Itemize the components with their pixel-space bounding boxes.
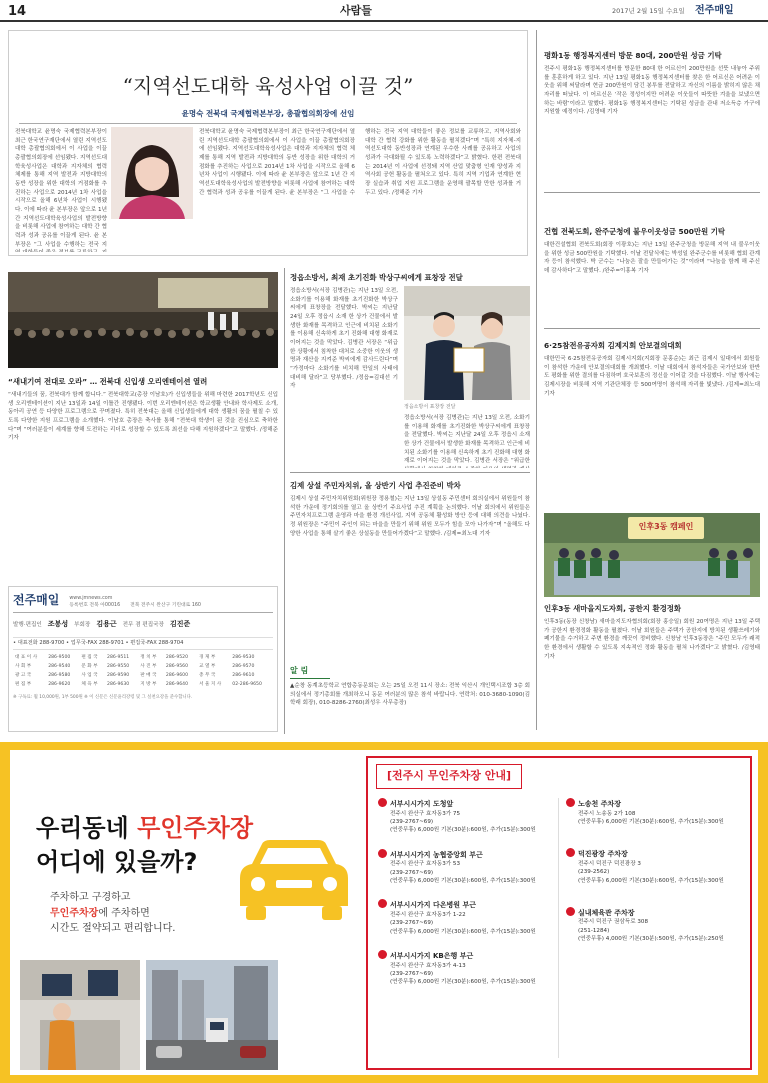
article-body: “새내기들의 꿈, 전북대가 함께 합니다.” 전북대학교(총장 이남호)가 신입생들을 위해 마련한 2017학년도 신입생 오리엔테이션이 지난 13일과 14일 이틀간 진행됐다. 이번 오리엔테이션은 학교생활 안내와 학사제도 소개, 동아리 공연 등 다양한 프로그램으로 꾸며졌다. 특히 전북대는 올해 신입생들에게 대학 생활의 꿈을 펼칠 수 있도록 다양한 지원 프로그램을 소개했다. 이남호 총장은 축사를 통해 “전북대 학생이 된 것을 진심으로 축하한다”며 “여러분들이 세계를 향해 도전하는 리더로 성장할 수 있도록 최선을 다해 지원하겠다”고 말했다. /정해준 기자	[8, 392, 278, 442]
guide-title: [전주시 무인주차장 안내]	[376, 764, 522, 789]
divider	[544, 192, 760, 193]
contact-cell: 286-9590	[107, 673, 130, 679]
article-body: 대한민국 6·25참전유공자회 김제시지회(지회장 문홍순)는 최근 김제시 일대에서 회원들이 참석한 가운데 안보결의대회를 개최했다. 이날 대회에서 참석자들은 국가안보와 한반도 평화를 위한 결의를 다짐하며 호국보훈의 정신을 이어갈 것을 다짐했다. 이날 행사에는 김제시장을 비롯해 지역 기관단체장 등 500여명이 참석해 자리를 빛냈다. /김제=최노대 기자	[544, 356, 760, 397]
masthead-footer: ※ 구독료: 월 10,000원, 1부 500원 ※ 이 신문은 신문윤리강령 및 그 실천요강을 준수합니다.	[13, 694, 193, 700]
contact-cell: 판 매 국	[140, 673, 157, 679]
publisher-label: 발행·편집인	[13, 622, 42, 628]
parking-lot-illustration	[146, 960, 278, 1070]
masthead-name: 전주매일	[13, 593, 60, 607]
parking-lot-tel: (251-1284)	[578, 927, 610, 934]
ad-subtext	[50, 890, 175, 937]
ad-heading-line1	[36, 810, 253, 846]
parking-lot-item	[378, 798, 578, 835]
kiosk-photo	[20, 960, 140, 1070]
paper-name: 전주매일	[695, 5, 734, 16]
car-icon	[232, 836, 356, 946]
article-title: 김제 상설 주민자치위, 올 상반기 사업 추진준비 박차	[290, 481, 461, 490]
divider	[290, 472, 530, 473]
contact-cell: 286-9580	[48, 673, 71, 679]
article-gimje-committee	[290, 480, 530, 635]
feature-article	[8, 30, 528, 256]
parking-list-right	[566, 798, 746, 966]
location-pin-icon	[378, 899, 387, 908]
parking-lot-item	[378, 899, 578, 936]
ad-sub1: 주차하고 구경하고	[50, 892, 131, 903]
contact-cell: 286-9511	[107, 655, 130, 661]
notice-body: ▲순창 동계초등학교 연합총동문회는 오는 25일 오전 11시 장소: 전북 익산시 개인택시조합 3층 회의실에서 정기총회를 개최하오니 동문 여러분의 많은 참석 바랍니다. 연락처: 010-3680-1090(김학래 회장), 010-8286-2760(최성우 사무총장)	[290, 683, 530, 707]
parking-lot-fee: (연중무휴) 6,000원 기본(30분):600원, 추가(15분):300원	[390, 827, 536, 834]
parking-lot-fee: (연중무휴) 6,000원 기본(30분):600원, 추가(15분):300원	[390, 928, 536, 935]
contact-cell: 지 방 부	[140, 681, 157, 687]
location-pin-icon	[566, 848, 575, 857]
parking-lot-tel: (239-2767~69)	[390, 970, 434, 977]
ad-heading-line2: 어디에 있을까?	[36, 848, 198, 876]
masthead-url[interactable]: www.jmnews.com	[69, 595, 113, 601]
section-title: 사람들	[340, 4, 372, 17]
contact-cell: 286-9570	[232, 664, 255, 670]
issue-date: 2017년 2월 15일 수요일	[612, 7, 685, 15]
notice-box	[290, 665, 530, 734]
article-title: 건협 전북도회, 완주군청에 불우이웃성금 500만원 기탁	[544, 227, 726, 236]
list-divider	[558, 798, 559, 1058]
contact-cell: 편 집 부	[15, 681, 32, 687]
article-pyeonghwa	[544, 50, 760, 173]
contact-cell: 편 집 국	[81, 655, 98, 661]
parking-ad-panel	[10, 750, 758, 1075]
article-title: 6·25참전유공자회 김제지회 안보결의대회	[544, 341, 682, 350]
article-body: 전주시 평화1동 행정복지센터를 방문한 80대 한 어르신이 200만원을 선뜻 내놓아 주위를 훈훈하게 하고 있다. 지난 13일 평화1동 행정복지센터를 찾은 한 어르신은 어려운 이웃을 위해 써달라며 현금 200만원이 담긴 봉투를 전달하고 자신의 이름을 밝히지 않은 채 자리를 떠났다. 이 어르신은 ‘작은 정성이지만 어려운 이웃들이 따뜻한 겨울을 보냈으면 하는 바람’이라고 말했다. 평화1동 행정복지센터는 기탁된 성금을 관내 저소득층 가구에 지원할 예정이다. /김영태 기자	[544, 66, 760, 116]
parking-lot-name: 서부시시가지 다온병원 부근	[378, 899, 578, 911]
parking-lot-name: 서부시시가지 KB은행 부근	[378, 950, 578, 962]
contact-cell: 서 울 지 사	[199, 681, 222, 687]
contact-cell: 정 치 부	[140, 655, 157, 661]
article-title: 평화1동 행정복지센터 방문 80대, 200만원 성금 기탁	[544, 51, 722, 60]
article-body: 정읍소방서(서장 김병관)는 지난 13일 오전, 소화기를 이용해 화재를 초기진화한 박상구씨에게 표창장을 전달했다. 박씨는 지난달 24일 오후 정읍시 소재 한 상가 건물에서 발생한 화재를 목격하고 인근에 비치된 소화기를 이용해 신속하게 초기 진화해 대형 화재로 이어지는 것을 막았다. 김병관 서장은 “위급한 상황에서 침착한 대처로 소중한 이웃의 생명과 재산을 지켜준 박씨에게 감사드린다”며 “가정마다 소화기를 비치해 만일의 사태에 대비해 달라”고 당부했다. /정읍=김대선 기자	[290, 288, 398, 390]
contact-cell: 286-9550	[107, 664, 130, 670]
article-orientation	[8, 376, 278, 569]
contact-cell: 교 열 부	[199, 664, 216, 670]
contact-cell: 286-9540	[48, 664, 71, 670]
contact-cell: 사 진 부	[140, 664, 157, 670]
contact-cell: 총 무 국	[199, 673, 216, 679]
exec-label: 전무 겸 편집국장	[122, 622, 164, 628]
parking-list-left	[378, 798, 578, 1001]
article-gimje-veterans	[544, 340, 760, 467]
parking-lot-name: 덕진광장 주차장	[566, 848, 746, 860]
parking-lot-addr: 전주시 완산구 효자동3가 4-13	[390, 962, 466, 969]
parking-lot-addr: 전주시 완산구 효자동3가 75	[390, 810, 461, 817]
contact-cell: 286-9640	[165, 681, 189, 687]
phone-line: • 대표전화 288-9700 • 업무국-FAX 288-9701 • 편집국-FAX 288-9704	[13, 637, 273, 651]
contact-cell: 286-9600	[165, 673, 189, 679]
divider	[19, 123, 517, 124]
contact-cell: 경 제 부	[199, 655, 216, 661]
contact-cell: 사 회 부	[15, 664, 32, 670]
contact-cell: 광 고 국	[15, 673, 32, 679]
article-title: 인후3동 새마을지도자회, 공한지 환경정화	[544, 604, 682, 613]
cleanup-photo	[544, 513, 760, 597]
feature-body-col2: 전북대학교 윤명숙 국제협력본부장이 최근 한국연구재단에서 열린 지역선도대학 총괄협의회에서 이 사업을 이끌 총괄협의회장에 선임됐다. 지역선도대학육성사업은 대학과 지자체의 협력 체제를 통해 지역 발전과 지방대학의 동반 성장을 위한 대학의 거점화를 추진하는 사업으로 2014년 1차 사업을 시작으로 올해 6년차 사업이 시행됐다. 이에 따라 윤 본부장은 앞으로 1년 간 지역선도대학육성사업의 발전방향을 비롯해 사업에 참여하는 대학 간 협력과 성과 공유를 이끌게 된다. 윤 본부장은 “그 사업을 수행하는 전국 지역 대학들이 좋은 정보를 교류하고, 지역사회와 대학 간 협력 강화를 위한 활동을 펼치겠다”며 “특히 지자체-지역선도대학 동반성장과 연계된 우수한 사례를 공유하고 사업의 성과가 극대화될 수 있도록 노력하겠다”고 밝혔다. 한편 전북대는 2014년 이 사업에 선정돼 지역 산업 맞춤형 인재 양성과 지역사회 공헌 활동을 펼쳐오고 있다. 특히 지역 기업과 연계한 현장 실습과 취업 지원 프로그램을 운영해 괄목할 만한 성과를 거두고 있다. /정해준 기자	[199, 129, 521, 196]
chief-name: 김용근	[96, 620, 117, 628]
ad-sub2-highlight: 무인주차장	[50, 907, 99, 919]
ad-heading-a: 우리동네	[36, 814, 138, 842]
column-divider	[284, 268, 285, 734]
parking-guide-box	[366, 756, 752, 1070]
parking-lot-tel: (239-2767~69)	[390, 869, 434, 876]
contact-cell: 286-9630	[107, 681, 130, 687]
parking-lot-fee: (연중무휴) 4,000원 기본(30분):500원, 추가(15분):250원	[578, 936, 724, 943]
parking-lot-tel: (239-2562)	[578, 869, 610, 876]
contact-cell: 02-286-9650	[232, 681, 262, 687]
publisher-name: 조봉성	[47, 620, 69, 628]
article-title: 정읍소방서, 최재 초기진화 박상구씨에게 표창장 전달	[290, 273, 463, 282]
parking-lot-item	[378, 849, 578, 886]
location-pin-icon	[378, 798, 387, 807]
notice-title: 알 림	[290, 665, 330, 679]
masthead-reg: 등록번호 전북 아00016	[69, 602, 121, 608]
parking-lot-addr: 전주시 완산구 효자동3가 1-22	[390, 911, 466, 918]
article-body: 대한건설협회 전북도회(회장 이광호)는 지난 13일 완주군청을 방문해 지역 내 불우이웃을 위한 성금 500만원을 기탁했다. 이날 전달식에는 박성일 완주군수를 비롯해 협회 관계자 등이 참석했다. 박 군수는 “나눔은 잘을 만들어가는 것”이라며 “나눔을 함께 해 주신 데 감사하다”고 말했다. /완주=이홍복 기자	[544, 242, 760, 275]
parking-lot-addr: 전주시 완산구 효자동3가 53	[390, 861, 461, 868]
ad-heading-highlight: 무인주차장	[137, 814, 254, 842]
column-divider	[536, 30, 537, 730]
article-body: 김제시 상설 주민자치위원회(위원장 정용철)는 지난 13일 상설동 주민센터 회의실에서 위원들이 참석한 가운데 정기회의를 열고 올 상반기 주요사업 추진 계획을 논의했다. 이날 회의에서 위원들은 주민자치프로그램 운영과 마을 환경 개선사업, 지역 공동체 활성화 방안 등에 대해 의견을 나눴다. 정 위원장은 “주민이 주인이 되는 마을을 만들기 위해 위원 모두가 힘을 모아 나가자”며 “올해도 다양한 사업을 통해 살기 좋은 상설동을 만들어가겠다”고 말했다. /김제=최노대 기자	[290, 496, 530, 537]
orientation-photo	[8, 272, 278, 368]
location-pin-icon	[378, 849, 387, 858]
contact-cell: 체 육 부	[81, 681, 98, 687]
page-header	[0, 0, 768, 22]
portrait-illustration	[111, 127, 193, 219]
contact-cell: 286-9610	[232, 673, 255, 679]
location-pin-icon	[566, 907, 575, 916]
contact-cell: 사 업 국	[81, 673, 98, 679]
parking-lot-name: 서부시시가지 농협중앙회 부근	[378, 849, 578, 861]
exec-name: 김진준	[170, 620, 191, 628]
parking-lot-name: 노송천 주차장	[566, 798, 746, 810]
contact-cell: 286-9530	[232, 655, 255, 661]
ad-sub2-rest: 에 주차하면	[98, 907, 150, 919]
feature-body-col1: 전북대학교 윤명숙 국제협력본부장이 최근 한국연구재단에서 열린 지역선도대학 총괄협의회에서 이 사업을 이끌 총괄협의회장에 선임됐다. 지역선도대학육성사업은 대학과 지자체의 협력 체제를 통해 지역 발전과 지방대학의 동반 성장을 위한 대학의 거점화를 추진하는 사업으로 2014년 1차 사업을 시작으로 올해 6년차 사업이 시행됐다. 이에 따라 윤 본부장은 앞으로 1년 간 지역선도대학육성사업의 발전방향을 비롯해 사업에 참여하는 대학 간 협력과 성과 공유를 이끌게 된다. 윤 본부장은 “그 사업을 수행하는 전국 지	[15, 129, 107, 248]
location-pin-icon	[566, 798, 575, 807]
contact-row	[13, 672, 273, 681]
masthead-addr: 전북 전주시 완산구 기린대로 160	[130, 602, 201, 608]
kiosk-illustration	[20, 960, 140, 1070]
article-inhu	[544, 603, 760, 730]
parking-lot-tel: (239-2767~69)	[390, 818, 434, 825]
article-geonhyeop	[544, 226, 760, 313]
parking-lot-item	[378, 950, 578, 987]
article-body-cont: 정읍소방서(서장 김병관)는 지난 13일 오전, 소화기를 이용해 화재를 초기진화한 박상구씨에게 표창장을 전달했다. 박씨는 지난달 24일 오후 정읍시 소재 한 상가 건물에서 발생한 화재를 목격하고 인근에 비치된 소화기를 이용해 신속하게 초기 진화해 대형 화재로 이어지는 것을 막았다. 김병관 서장은 “위급한	[404, 415, 530, 465]
contact-table	[13, 654, 273, 690]
feature-subtitle: 윤명숙 전북대 국제협력본부장, 총괄협의회장에 선임	[181, 109, 355, 118]
parking-lot-tel: (239-2767~69)	[390, 920, 434, 927]
location-pin-icon	[378, 950, 387, 959]
contact-cell: 대 표 이 사	[15, 655, 38, 661]
award-photo-illustration	[404, 286, 530, 400]
masthead-box	[8, 586, 278, 732]
parking-lot-fee: (연중무휴) 6,000원 기본(30분):600원, 추가(15분):300원	[390, 877, 536, 884]
parking-lot-fee: (연중무휴) 6,000원 기본(30분):600원, 추가(15분):300원	[578, 818, 724, 825]
page-number: 14	[8, 4, 27, 19]
parking-lot-fee: (연중무휴) 6,000원 기본(30분):600원, 추가(15분):300원	[578, 877, 724, 884]
contact-cell: 286-9560	[165, 664, 189, 670]
portrait-photo	[111, 127, 193, 219]
parking-lot-name: 실내체육관 주차장	[566, 907, 746, 919]
feature-title: “지역선도대학 육성사업 이끌 것”	[122, 74, 414, 98]
banner-text: 인후3동 캠페인	[638, 522, 694, 531]
fire-award-photo	[404, 286, 530, 400]
parking-lot-fee: (연중무휴) 6,000원 기본(30분):600원, 추가(15분):300원	[390, 979, 536, 986]
parking-lot-photo	[146, 960, 278, 1070]
parking-lot-addr: 전주시 노송동 2가 108	[578, 810, 636, 817]
contact-row	[13, 663, 273, 672]
chief-label: 부회장	[74, 622, 91, 628]
photo-caption: 정읍소방서 표창장 전달	[404, 404, 456, 410]
orientation-photo-illustration	[8, 272, 278, 368]
contact-cell: 문 화 부	[81, 664, 98, 670]
ad-sub3: 시간도 절약되고 편리합니다.	[50, 923, 176, 934]
parking-lot-addr: 전주시 덕진구 덕진광장 3	[578, 860, 641, 867]
parking-lot-item	[566, 907, 746, 944]
parking-lot-item	[566, 848, 746, 885]
article-title: “새내기여 전대로 오라” … 전북대 신입생 오리엔테이션 열려	[8, 377, 208, 386]
parking-lot-name: 서부시시가지 도청앞	[378, 798, 578, 810]
parking-lot-item	[566, 798, 746, 826]
contact-cell: 286-9500	[48, 655, 71, 661]
contact-cell: 286-9520	[165, 655, 189, 661]
divider	[544, 328, 760, 329]
article-body: 인후3동(동장 신창남) 새마을지도자협의회(회장 홍승일) 회원 20여명은 지난 13일 주택가 공한지 환경정화 활동을 펼쳤다. 이날 회원들은 주택가 공한지에 방치된 생활쓰레기와 폐기물을 수거하고 주변 환경을 깨끗이 정비했다. 신창남 인후3동장은 “주민 모두가 쾌적한 환경에서 생활할 수 있도록 지속적인 정화 활동을 펼쳐 나가겠다”고 밝혔다. /김영태 기자	[544, 619, 760, 660]
contact-cell: 286-9620	[48, 681, 71, 687]
parking-lot-addr: 전주시 덕진구 권삼득로 308	[578, 919, 649, 926]
contact-row	[13, 654, 273, 663]
contact-row	[13, 681, 273, 690]
